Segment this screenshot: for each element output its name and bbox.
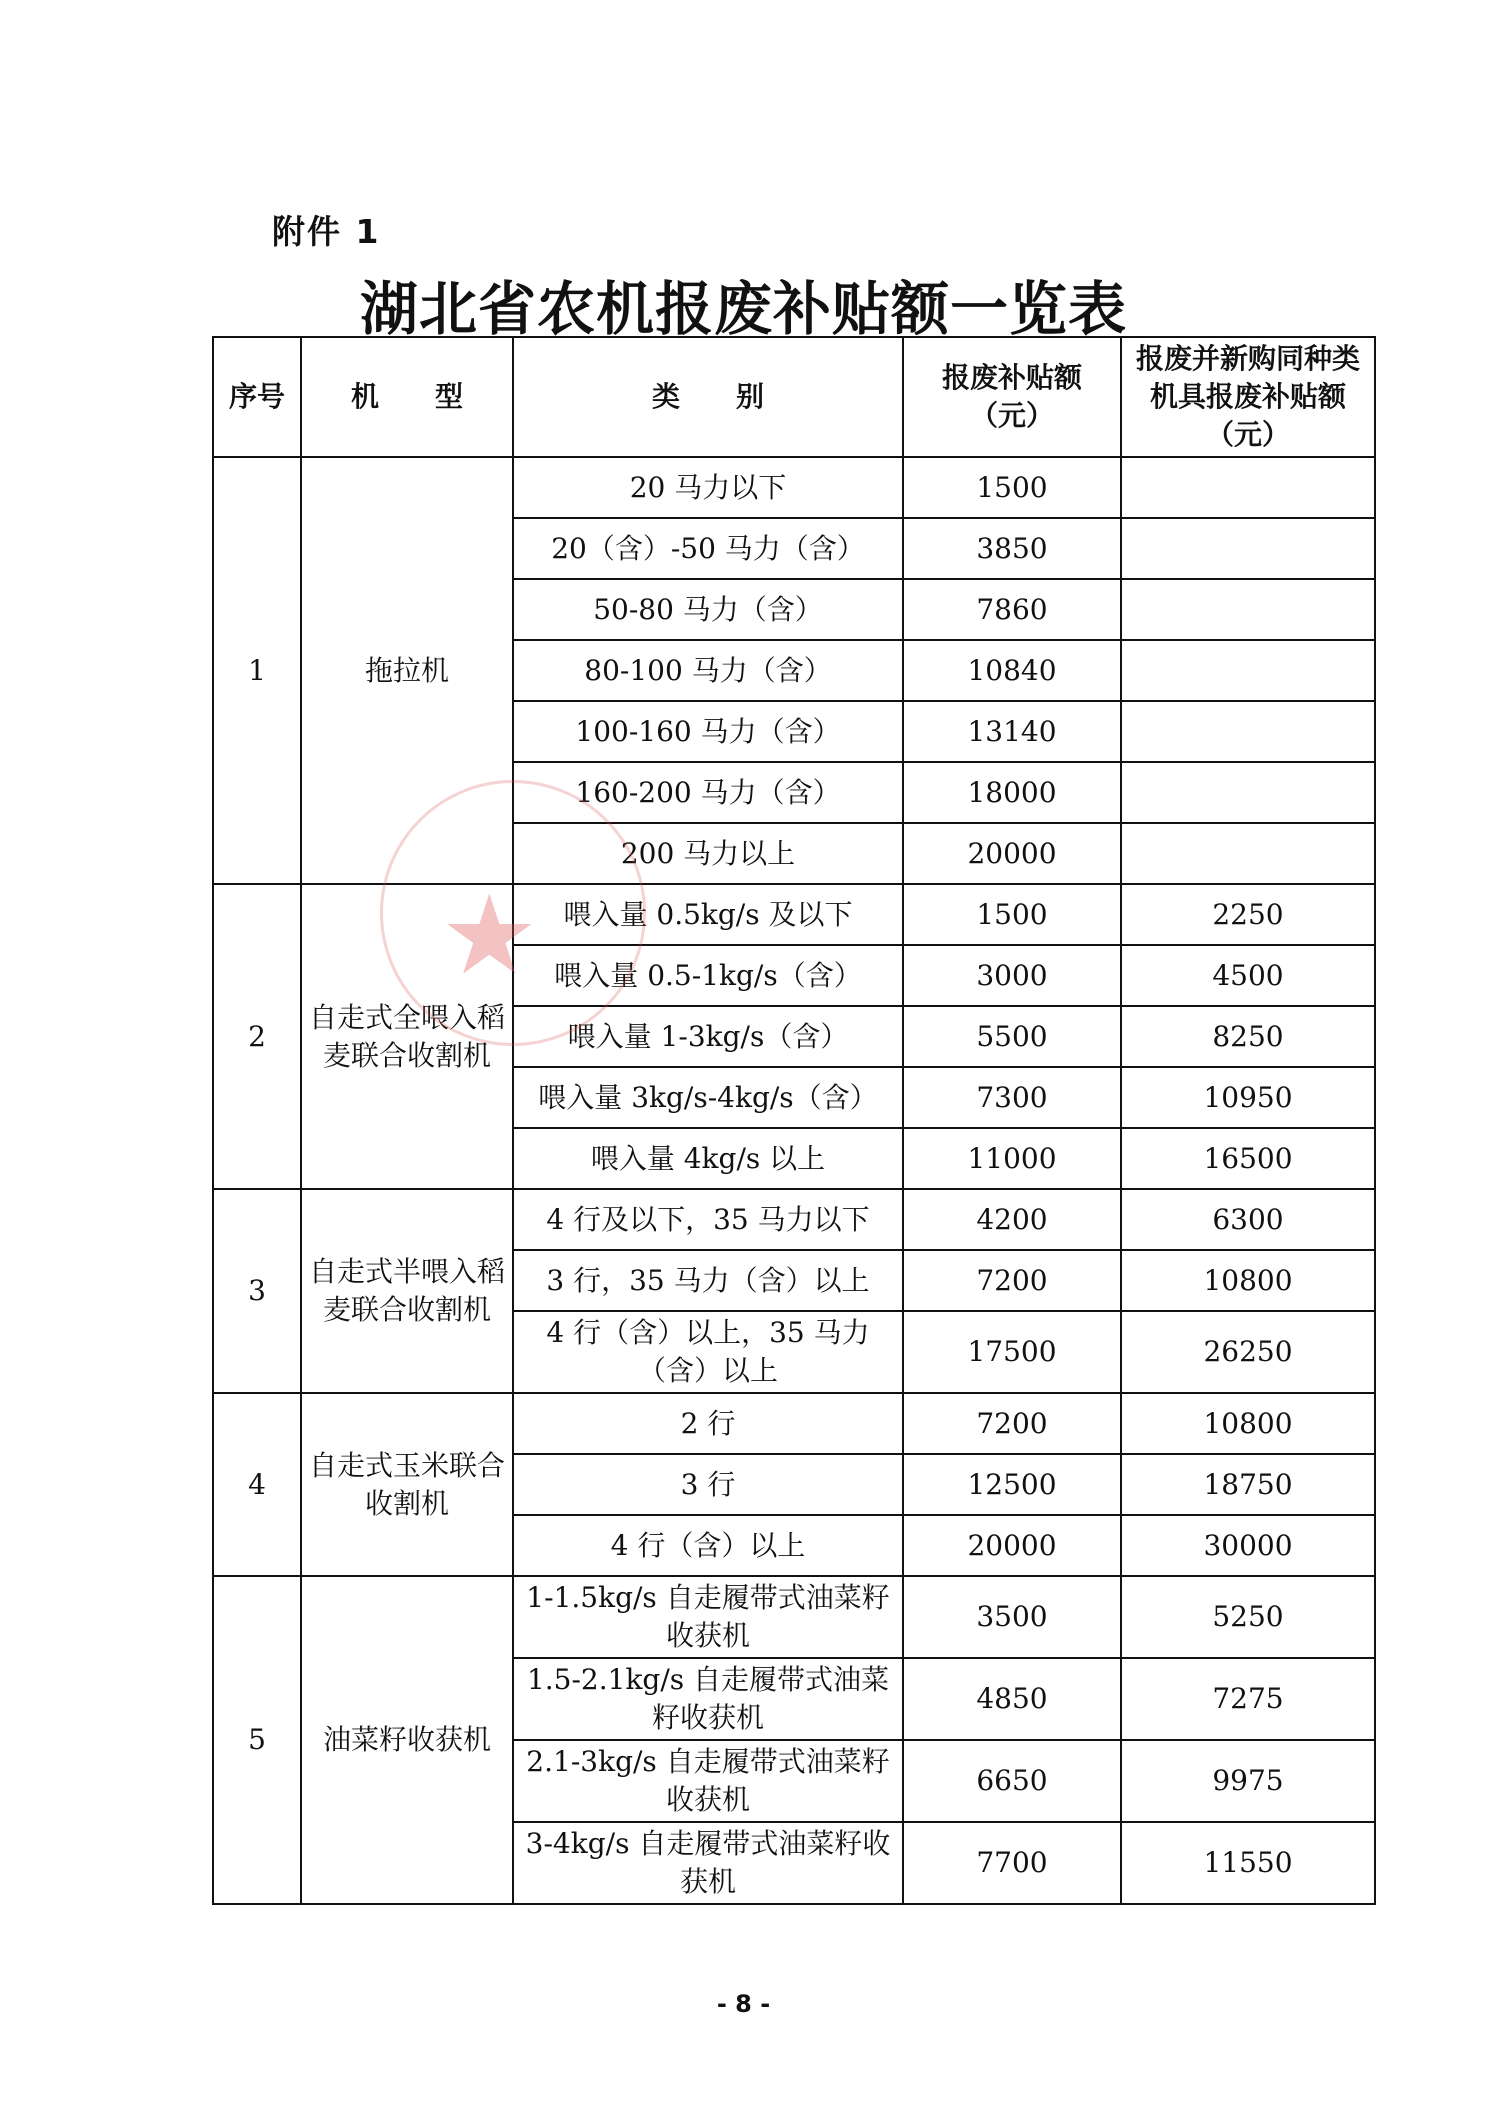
category-cell: 喂入量 1-3kg/s（含） bbox=[513, 1006, 903, 1067]
seal-star-icon: ★ bbox=[440, 871, 539, 999]
subsidy-cell: 11000 bbox=[903, 1128, 1121, 1189]
subsidy-new-cell: 7275 bbox=[1121, 1658, 1375, 1740]
table-row bbox=[213, 1576, 1375, 1658]
category-cell: 50-80 马力（含） bbox=[513, 579, 903, 640]
category-cell: 3 行 bbox=[513, 1454, 903, 1515]
subsidy-cell: 7200 bbox=[903, 1250, 1121, 1311]
category-cell: 1.5-2.1kg/s 自走履带式油菜籽收获机 bbox=[513, 1658, 903, 1740]
category-cell: 4 行及以下，35 马力以下 bbox=[513, 1189, 903, 1250]
subsidy-new-cell: 2250 bbox=[1121, 884, 1375, 945]
subsidy-new-cell: 8250 bbox=[1121, 1006, 1375, 1067]
subsidy-cell: 4850 bbox=[903, 1658, 1121, 1740]
subsidy-new-cell: 10800 bbox=[1121, 1393, 1375, 1454]
subsidy-cell: 7200 bbox=[903, 1393, 1121, 1454]
header-category: 类 别 bbox=[513, 337, 903, 457]
group-model: 自走式半喂入稻麦联合收割机 bbox=[301, 1189, 513, 1393]
subsidy-cell: 1500 bbox=[903, 457, 1121, 518]
table-row bbox=[213, 457, 1375, 518]
header-model: 机 型 bbox=[301, 337, 513, 457]
subsidy-new-cell: 16500 bbox=[1121, 1128, 1375, 1189]
category-cell: 2.1-3kg/s 自走履带式油菜籽收获机 bbox=[513, 1740, 903, 1822]
table-row bbox=[213, 1189, 1375, 1250]
group-no: 4 bbox=[213, 1393, 301, 1576]
subsidy-new-cell: 30000 bbox=[1121, 1515, 1375, 1576]
header-row bbox=[213, 337, 1375, 457]
subsidy-new-cell bbox=[1121, 518, 1375, 579]
table-row bbox=[213, 884, 1375, 945]
subsidy-cell: 18000 bbox=[903, 762, 1121, 823]
subsidy-new-cell bbox=[1121, 762, 1375, 823]
group-no: 3 bbox=[213, 1189, 301, 1393]
subsidy-new-cell: 9975 bbox=[1121, 1740, 1375, 1822]
subsidy-cell: 20000 bbox=[903, 1515, 1121, 1576]
subsidy-cell: 13140 bbox=[903, 701, 1121, 762]
category-cell: 200 马力以上 bbox=[513, 823, 903, 884]
subsidy-cell: 20000 bbox=[903, 823, 1121, 884]
subsidy-new-cell: 4500 bbox=[1121, 945, 1375, 1006]
category-cell: 1-1.5kg/s 自走履带式油菜籽收获机 bbox=[513, 1576, 903, 1658]
subsidy-new-cell: 18750 bbox=[1121, 1454, 1375, 1515]
document-title: 湖北省农机报废补贴额一览表 bbox=[359, 275, 1127, 343]
subsidy-new-cell bbox=[1121, 823, 1375, 884]
page-number: - 8 - bbox=[716, 1990, 771, 2018]
subsidy-new-cell: 26250 bbox=[1121, 1311, 1375, 1393]
subsidy-cell: 7860 bbox=[903, 579, 1121, 640]
subsidy-new-cell bbox=[1121, 701, 1375, 762]
subsidy-cell: 4200 bbox=[903, 1189, 1121, 1250]
attachment-label: 附件 1 bbox=[272, 212, 381, 251]
subsidy-cell: 12500 bbox=[903, 1454, 1121, 1515]
subsidy-cell: 3000 bbox=[903, 945, 1121, 1006]
group-model: 自走式全喂入稻麦联合收割机 bbox=[301, 884, 513, 1189]
category-cell: 3-4kg/s 自走履带式油菜籽收获机 bbox=[513, 1822, 903, 1904]
subsidy-new-cell: 11550 bbox=[1121, 1822, 1375, 1904]
header-no: 序号 bbox=[213, 337, 301, 457]
category-cell: 喂入量 4kg/s 以上 bbox=[513, 1128, 903, 1189]
subsidy-cell: 6650 bbox=[903, 1740, 1121, 1822]
subsidy-cell: 5500 bbox=[903, 1006, 1121, 1067]
subsidy-new-cell: 10800 bbox=[1121, 1250, 1375, 1311]
subsidy-cell: 7300 bbox=[903, 1067, 1121, 1128]
category-cell: 20（含）-50 马力（含） bbox=[513, 518, 903, 579]
subsidy-table bbox=[212, 336, 1376, 1905]
category-cell: 喂入量 3kg/s-4kg/s（含） bbox=[513, 1067, 903, 1128]
category-cell: 160-200 马力（含） bbox=[513, 762, 903, 823]
subsidy-cell: 17500 bbox=[903, 1311, 1121, 1393]
group-model: 拖拉机 bbox=[301, 457, 513, 884]
group-no: 2 bbox=[213, 884, 301, 1189]
category-cell: 2 行 bbox=[513, 1393, 903, 1454]
group-no: 1 bbox=[213, 457, 301, 884]
subsidy-new-cell: 10950 bbox=[1121, 1067, 1375, 1128]
category-cell: 4 行（含）以上 bbox=[513, 1515, 903, 1576]
category-cell: 3 行，35 马力（含）以上 bbox=[513, 1250, 903, 1311]
subsidy-new-cell: 5250 bbox=[1121, 1576, 1375, 1658]
category-cell: 20 马力以下 bbox=[513, 457, 903, 518]
category-cell: 80-100 马力（含） bbox=[513, 640, 903, 701]
category-cell: 4 行（含）以上，35 马力（含）以上 bbox=[513, 1311, 903, 1393]
subsidy-new-cell bbox=[1121, 457, 1375, 518]
header-subsidy-new: 报废并新购同种类机具报废补贴额（元） bbox=[1121, 337, 1375, 457]
subsidy-cell: 10840 bbox=[903, 640, 1121, 701]
category-cell: 100-160 马力（含） bbox=[513, 701, 903, 762]
group-model: 油菜籽收获机 bbox=[301, 1576, 513, 1904]
header-subsidy: 报废补贴额（元） bbox=[903, 337, 1121, 457]
group-no: 5 bbox=[213, 1576, 301, 1904]
group-model: 自走式玉米联合收割机 bbox=[301, 1393, 513, 1576]
subsidy-cell: 7700 bbox=[903, 1822, 1121, 1904]
subsidy-new-cell: 6300 bbox=[1121, 1189, 1375, 1250]
subsidy-new-cell bbox=[1121, 579, 1375, 640]
table-row bbox=[213, 1393, 1375, 1454]
subsidy-cell: 3850 bbox=[903, 518, 1121, 579]
category-cell: 喂入量 0.5kg/s 及以下 bbox=[513, 884, 903, 945]
subsidy-cell: 3500 bbox=[903, 1576, 1121, 1658]
subsidy-cell: 1500 bbox=[903, 884, 1121, 945]
category-cell: 喂入量 0.5-1kg/s（含） bbox=[513, 945, 903, 1006]
subsidy-new-cell bbox=[1121, 640, 1375, 701]
